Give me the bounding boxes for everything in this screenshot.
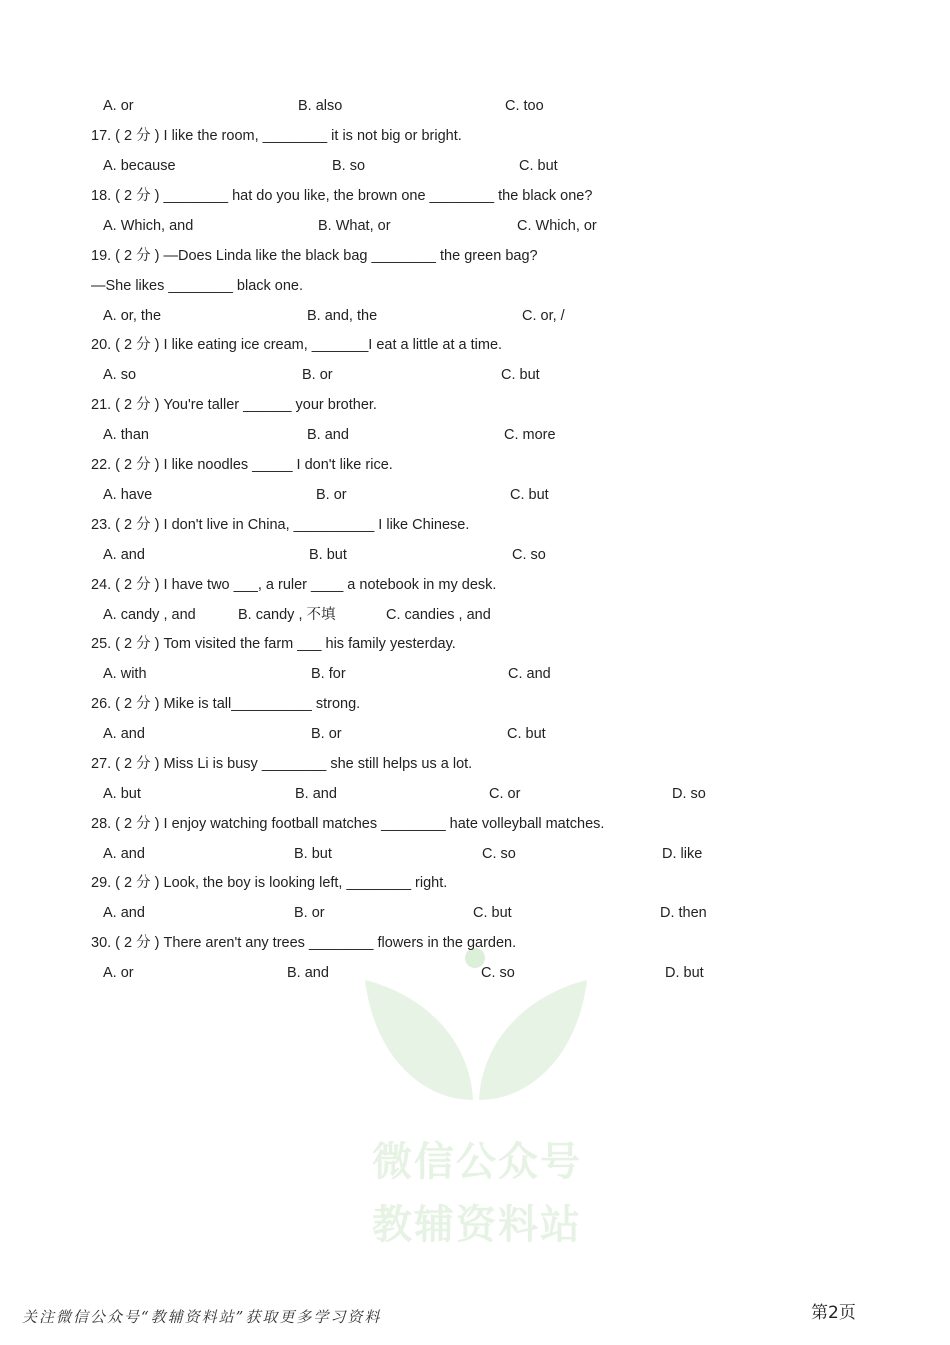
option: B. so — [332, 158, 366, 174]
option: C. but — [519, 158, 558, 174]
option: A. and — [103, 726, 145, 742]
options-row-17 — [0, 155, 950, 177]
options-row-22 — [0, 484, 950, 506]
watermark-line2: 教辅资料站 — [372, 1202, 582, 1248]
option: B. for — [311, 666, 346, 682]
options-row-28 — [0, 843, 950, 865]
footer-note: 关注微信公众号“教辅资料站”获取更多学习资料 — [22, 1308, 382, 1326]
options-row-23 — [0, 544, 950, 566]
option: C. Which, or — [517, 218, 597, 234]
option: B. or — [316, 487, 347, 503]
question-19-line2: —She likes ________ black one. — [91, 278, 304, 294]
option: C. but — [507, 726, 546, 742]
question-29: 29. ( 2 分 ) Look, the boy is looking left, ________ right. — [91, 875, 448, 891]
watermark-logo — [355, 940, 600, 1255]
option: A. Which, and — [103, 218, 194, 234]
page-number: 第2页 — [811, 1303, 856, 1323]
option: C. but — [510, 487, 549, 503]
option: B. but — [309, 547, 347, 563]
option: B. and — [295, 786, 337, 802]
question-18: 18. ( 2 分 ) ________ hat do you like, the brown one ________ the black one? — [91, 188, 593, 204]
option: C. too — [505, 98, 544, 114]
option: B. or — [302, 367, 333, 383]
option: A. candy , and — [103, 607, 196, 623]
option: B. candy , 不填 — [238, 607, 336, 623]
option: A. because — [103, 158, 176, 174]
option: A. and — [103, 846, 145, 862]
option: B. or — [294, 905, 325, 921]
question-21: 21. ( 2 分 ) You're taller ______ your brother. — [91, 397, 377, 413]
option: A. or — [103, 965, 134, 981]
options-row-25 — [0, 663, 950, 685]
options-row-20 — [0, 364, 950, 386]
question-25: 25. ( 2 分 ) Tom visited the farm ___ his family yesterday. — [91, 636, 456, 652]
watermark-line1: 微信公众号 — [372, 1139, 582, 1185]
options-row-26 — [0, 723, 950, 745]
options-row-29 — [0, 902, 950, 924]
option: A. than — [103, 427, 149, 443]
option: B. and — [287, 965, 329, 981]
option: C. so — [512, 547, 546, 563]
option: B. but — [294, 846, 332, 862]
question-24: 24. ( 2 分 ) I have two ___, a ruler ____ a notebook in my desk. — [91, 577, 497, 593]
option: B. also — [298, 98, 343, 114]
option: A. but — [103, 786, 141, 802]
option: C. but — [473, 905, 512, 921]
option: A. have — [103, 487, 153, 503]
question-17: 17. ( 2 分 ) I like the room, ________ it is not big or bright. — [91, 128, 462, 144]
question-23: 23. ( 2 分 ) I don't live in China, __________ I like Chinese. — [91, 517, 470, 533]
option: D. then — [660, 905, 707, 921]
option: B. and — [307, 427, 349, 443]
question-19: 19. ( 2 分 ) —Does Linda like the black bag ________ the green bag? — [91, 248, 538, 264]
options-row-18 — [0, 215, 950, 237]
option: C. and — [508, 666, 551, 682]
question-26: 26. ( 2 分 ) Mike is tall__________ strong. — [91, 696, 361, 712]
options-row-30 — [0, 962, 950, 984]
option: D. but — [665, 965, 704, 981]
option: D. so — [672, 786, 706, 802]
option: A. and — [103, 547, 145, 563]
option: D. like — [662, 846, 703, 862]
option: A. or, the — [103, 308, 162, 324]
options-row-27 — [0, 783, 950, 805]
option: A. with — [103, 666, 147, 682]
question-22: 22. ( 2 分 ) I like noodles _____ I don't like rice. — [91, 457, 393, 473]
option: A. and — [103, 905, 145, 921]
option: B. What, or — [318, 218, 391, 234]
option: A. so — [103, 367, 137, 383]
option: C. candies , and — [386, 607, 491, 623]
option: B. and, the — [307, 308, 378, 324]
option: C. so — [482, 846, 516, 862]
option: B. or — [311, 726, 342, 742]
option: C. more — [504, 427, 556, 443]
options-row-19 — [0, 305, 950, 327]
question-28: 28. ( 2 分 ) I enjoy watching football matches ________ hate volleyball matches. — [91, 816, 605, 832]
options-row-16 — [0, 95, 950, 117]
option: C. or, / — [522, 308, 565, 324]
option: C. but — [501, 367, 540, 383]
option: C. or — [489, 786, 521, 802]
option: A. or — [103, 98, 134, 114]
options-row-21 — [0, 424, 950, 446]
question-27: 27. ( 2 分 ) Miss Li is busy ________ she still helps us a lot. — [91, 756, 473, 772]
option: C. so — [481, 965, 515, 981]
question-20: 20. ( 2 分 ) I like eating ice cream, _______I eat a little at a time. — [91, 337, 503, 353]
options-row-24 — [0, 604, 950, 626]
question-30: 30. ( 2 分 ) There aren't any trees ________ flowers in the garden. — [91, 935, 517, 951]
